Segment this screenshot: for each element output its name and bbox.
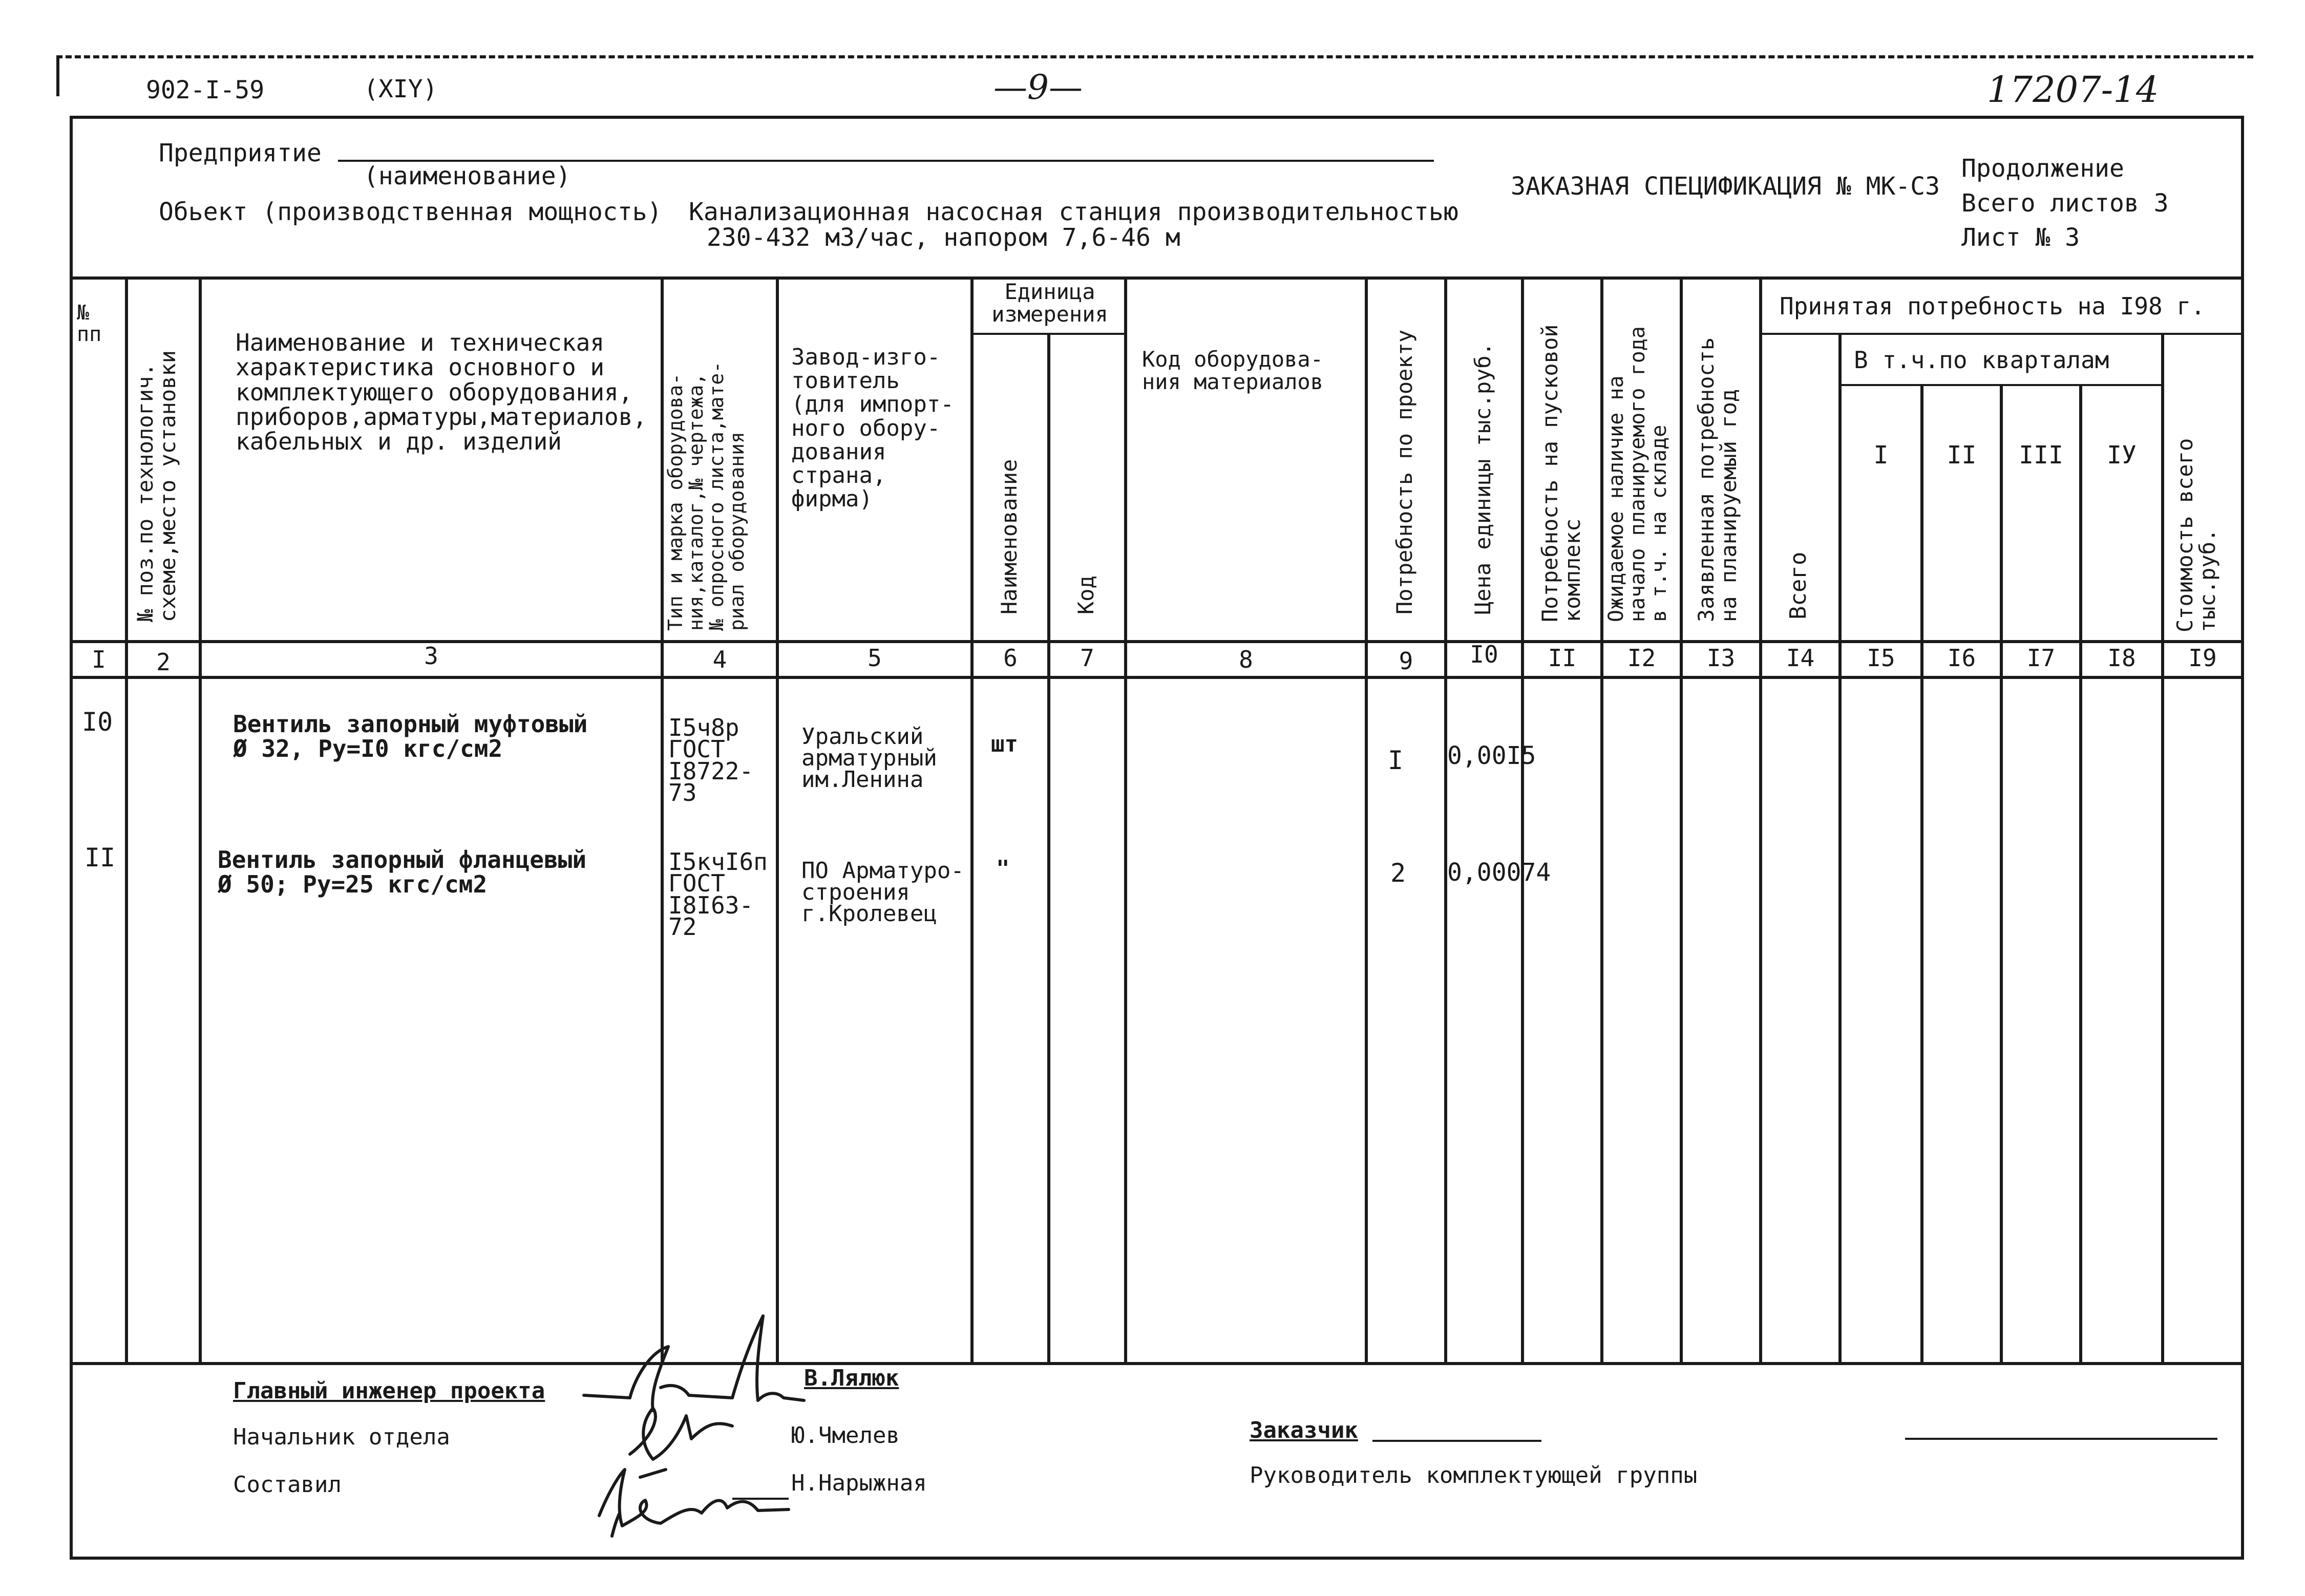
col-header-11: Потребность на пусковой комплекс bbox=[1537, 324, 1585, 622]
row-item-qty: I bbox=[1388, 746, 1404, 775]
col-number: I9 bbox=[2188, 644, 2217, 672]
object-label: Обьект (производственная мощность) bbox=[159, 198, 662, 226]
row-item-unit: шт bbox=[991, 731, 1018, 757]
col-number: I7 bbox=[2026, 644, 2056, 672]
number-row-bottom-line bbox=[70, 676, 2241, 679]
frame-left-border bbox=[70, 116, 73, 1560]
accepted-group-header: Принятая потребность на I98 г. bbox=[1780, 292, 2205, 320]
frame-bottom-border bbox=[70, 1557, 2244, 1560]
col-number: 4 bbox=[712, 646, 727, 673]
row-item-maker: ПО Арматуро- строения г.Кролевец bbox=[801, 858, 964, 927]
row-item-price: 0,00I5 bbox=[1447, 741, 1536, 770]
col-header-2: № поз.по технологич. схеме,место установки bbox=[133, 350, 181, 622]
col-line bbox=[2000, 384, 2003, 1362]
col-line bbox=[199, 276, 202, 1362]
col-number: I5 bbox=[1867, 644, 1895, 672]
col-header-8: Код оборудова- ния материалов bbox=[1142, 347, 1324, 395]
dept-head-label: Начальник отдела bbox=[233, 1424, 450, 1450]
page-number: —9— bbox=[993, 68, 1083, 107]
col-line bbox=[1124, 276, 1127, 1362]
col-line bbox=[1521, 276, 1524, 1362]
col-header-12: Ожидаемое наличие на начало планируемого года в т.ч. на складе bbox=[1604, 326, 1671, 622]
table-top-border bbox=[70, 276, 2241, 280]
col-header-5: Завод-изго- товитель (для импорт- ного обору- дования страна, фирма) bbox=[791, 344, 954, 513]
handwritten-signatures bbox=[563, 1306, 922, 1541]
col-number: I3 bbox=[1706, 644, 1736, 672]
row-item-unit: " bbox=[996, 856, 1010, 882]
enterprise-label: Предприятие bbox=[159, 139, 322, 167]
col-header-1: № пп bbox=[77, 301, 102, 346]
customer-label: Заказчик bbox=[1250, 1417, 1358, 1443]
header-bottom-line bbox=[70, 640, 2241, 643]
col-number: I bbox=[92, 646, 106, 673]
spec-title: ЗАКАЗНАЯ СПЕЦИФИКАЦИЯ № МК-СЗ bbox=[1511, 172, 1940, 201]
archive-number: 17207-14 bbox=[1987, 69, 2159, 111]
col-line bbox=[1680, 276, 1683, 1362]
col-line bbox=[125, 276, 128, 1362]
col-line bbox=[1600, 276, 1603, 1362]
col-header-10: Цена единицы тыс.руб. bbox=[1470, 342, 1495, 614]
chief-engineer-signature bbox=[584, 1316, 804, 1411]
col-number: I8 bbox=[2107, 644, 2136, 672]
dept-head-signature bbox=[630, 1408, 732, 1477]
col-line bbox=[1444, 276, 1447, 1362]
col-number: I2 bbox=[1627, 644, 1656, 672]
col-number: I4 bbox=[1786, 644, 1815, 672]
group-head-label: Руководитель комплектующей группы bbox=[1250, 1462, 1698, 1488]
row-item-qty: 2 bbox=[1390, 858, 1406, 888]
row-item-type: I5кчI6п ГОСТ I8I63- 72 bbox=[668, 848, 768, 941]
col-header-4: Тип и марка оборудова- ния,каталог,№ чертежа, № опросного листа,мате- риал оборудования bbox=[664, 361, 748, 631]
col-header-19: Стоимость всего тыс.руб. bbox=[2172, 438, 2221, 632]
col-line bbox=[1047, 333, 1050, 1362]
col-number: 9 bbox=[1399, 647, 1413, 675]
col-header-3: Наименование и техническая характеристика основного и комплектующего оборудования, приборов,арматуры,материалов, кабельных и др. изделий bbox=[236, 329, 647, 456]
col-number: I6 bbox=[1947, 644, 1976, 672]
col-header-q1: I bbox=[1873, 441, 1889, 470]
col-header-6: Наименование bbox=[997, 459, 1022, 614]
row-item-name: Вентиль запорный фланцевый Ø 50; Ру=25 кгс/см2 bbox=[218, 846, 587, 899]
compiled-label: Составил bbox=[233, 1472, 342, 1498]
row-number: II bbox=[84, 843, 116, 873]
col-header-q3: III bbox=[2019, 441, 2063, 470]
top-cut-line bbox=[56, 55, 2253, 58]
col-line bbox=[2161, 333, 2164, 1362]
col-number: 3 bbox=[424, 642, 438, 670]
col-line bbox=[2079, 384, 2082, 1362]
col-number: 7 bbox=[1080, 644, 1094, 672]
col-line bbox=[970, 276, 974, 1362]
sheet-number: Лист № 3 bbox=[1961, 223, 2080, 252]
col-header-q4: IУ bbox=[2107, 441, 2137, 470]
customer-line-2 bbox=[1905, 1438, 2217, 1440]
dept-head-name: Ю.Чмелев bbox=[791, 1422, 900, 1449]
volume-label: (XIY) bbox=[364, 75, 438, 103]
chief-engineer-name: В.Лялюк bbox=[804, 1365, 899, 1391]
doc-code: 902-I-59 bbox=[146, 76, 265, 104]
row-item-price: 0,00074 bbox=[1447, 858, 1551, 887]
customer-line-1 bbox=[1372, 1440, 1541, 1442]
col-header-14: Всего bbox=[1785, 551, 1811, 620]
col-line bbox=[776, 276, 779, 1362]
col-line bbox=[661, 276, 664, 1362]
quarters-group-header: В т.ч.по кварталам bbox=[1854, 346, 2109, 374]
row-item-maker: Уральский арматурный им.Ленина bbox=[801, 723, 937, 793]
col-number: I0 bbox=[1470, 641, 1498, 668]
col-number: II bbox=[1548, 644, 1577, 672]
col-line bbox=[1759, 276, 1762, 1362]
col-header-q2: II bbox=[1947, 441, 1977, 470]
row-item-type: I5ч8р ГОСТ I8722- 73 bbox=[668, 714, 754, 806]
row-item-name: Вентиль запорный муфтовый Ø 32, Ру=I0 кгс/см2 bbox=[233, 710, 588, 763]
object-value-line2: 230-432 м3/час, напором 7,6-46 м bbox=[707, 223, 1180, 252]
col-number: 2 bbox=[156, 648, 171, 676]
col-line bbox=[1920, 384, 1923, 1362]
unit-group-header: Единица измерения bbox=[991, 279, 1108, 327]
frame-left-top bbox=[56, 55, 59, 96]
chief-engineer-label: Главный инженер проекта bbox=[233, 1378, 545, 1404]
col-number: 6 bbox=[1003, 644, 1018, 672]
col-number: 5 bbox=[868, 644, 882, 672]
col-header-9: Потребность по проекту bbox=[1392, 329, 1417, 614]
col-line bbox=[1365, 276, 1368, 1362]
object-value-line1: Канализационная насосная станция производительностью bbox=[689, 198, 1458, 226]
compiled-name: Н.Нарыжная bbox=[791, 1470, 927, 1496]
col-number: 8 bbox=[1239, 646, 1253, 673]
table-bottom-border bbox=[70, 1362, 2241, 1365]
total-sheets: Всего листов 3 bbox=[1961, 189, 2169, 218]
col-line bbox=[1838, 333, 1842, 1362]
enterprise-sublabel: (наименование) bbox=[364, 162, 571, 190]
frame-top-border bbox=[70, 116, 2241, 119]
col-header-7: Код bbox=[1073, 576, 1098, 614]
compiled-signature bbox=[599, 1470, 789, 1536]
accepted-group-line bbox=[1759, 333, 2241, 335]
continuation: Продолжение bbox=[1961, 154, 2124, 183]
frame-right-border bbox=[2241, 116, 2244, 1560]
col-header-13: Заявленная потребность на планируемый год bbox=[1694, 337, 1742, 622]
row-number: I0 bbox=[82, 707, 113, 737]
